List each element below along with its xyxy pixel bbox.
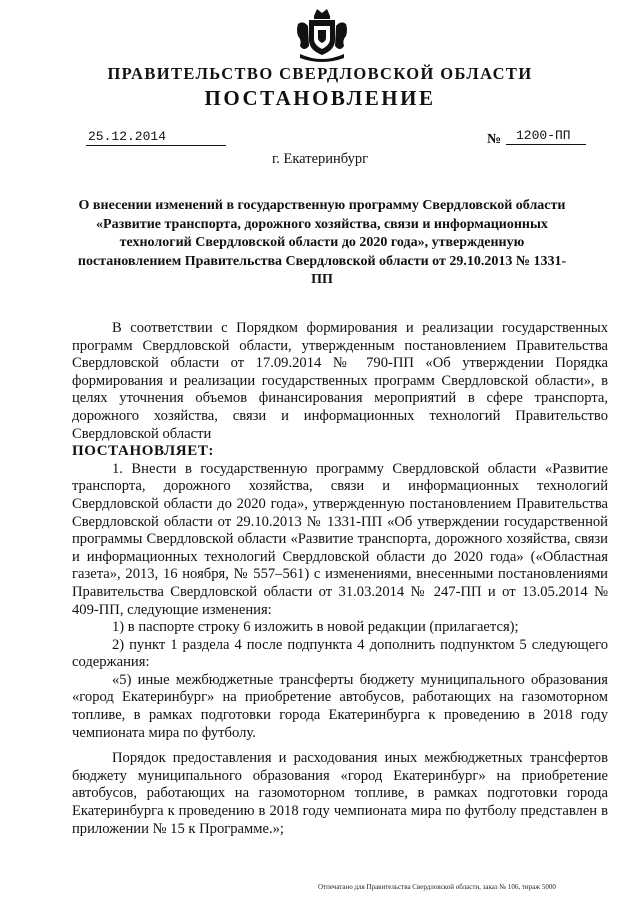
document-body <box>72 320 608 838</box>
quoted-paragraph-1: «5) иные межбюджетные трансферты бюджету муниципального образования «город Екатеринбург» на приобретение автобусов, работающих на газомоторном топливе, в рамках подготовки города Екатеринбурга к проведению в 2018 году чемпионата мира по футболу. <box>72 671 608 741</box>
number-sign: № <box>487 132 502 147</box>
preamble-paragraph: В соответствии с Порядком формирования и реализации государственных программ Свердловской области, утвержденным постановлением Правительства Свердловской области от 17.09.2014 № 790-ПП «Об утверждении Порядка формирования и реализации государственных программ Свердловской области», в целях уточнения объемов финансирования мероприятий в сфере транспорта, дорожного хозяйства, связи и информационных технологий Правительство Свердловской области <box>72 320 608 442</box>
document-city: г. Екатеринбург <box>271 151 369 167</box>
subitem-2-paragraph: 2) пункт 1 раздела 4 после подпункта 4 дополнить подпунктом 5 следующего содержания: <box>72 636 608 671</box>
coat-of-arms-icon <box>294 6 350 66</box>
document-date: 25.12.2014 <box>86 129 226 146</box>
document-type: ПОСТАНОВЛЕНИЕ <box>204 86 436 110</box>
document-number: 1200-ПП <box>506 128 586 145</box>
item-1-paragraph: 1. Внести в государственную программу Свердловской области «Развитие транспорта, дорожного хозяйства, связи и информационных технологий Свердловской области до 2020 года», утвержденную постановлением Правительства Свердловской области от 29.10.2013 № 1331-ПП «Об утверждении государственной программы Свердловской области «Развитие транспорта, дорожного хозяйства, связи и информационных технологий Свердловской области до 2020 года» («Областная газета», 2013, 16 ноября, № 557–561) с изменениями, внесенными постановлениями Правительства Свердловской области от 31.03.2014 № 247-ПП и от 13.05.2014 № 409-ПП, следующие изменения: <box>72 460 608 618</box>
government-title: ПРАВИТЕЛЬСТВО СВЕРДЛОВСКОЙ ОБЛАСТИ <box>107 64 533 83</box>
subitem-1-paragraph: 1) в паспорте строку 6 изложить в новой редакции (прилагается); <box>112 619 519 636</box>
document-heading: О внесении изменений в государственную программу Свердловской области «Развитие транспорта, дорожного хозяйства, связи и информационных технологий Свердловской области до 2020 года», утвержденную постановлением Правительства Свердловской области от 29.10.2013 № 1331-ПП <box>77 198 567 288</box>
print-footer: Отпечатано для Правительства Свердловской области, заказ № 106, тираж 5000 <box>318 883 556 891</box>
quoted-paragraph-2: Порядок предоставления и расходования иных межбюджетных трансфертов бюджету муниципального образования «город Екатеринбург» на приобретение автобусов, работающих на газомоторном топливе, в рамках подготовки города Екатеринбурга к проведению в 2018 году чемпионата мира по футболу представлен в приложении № 15 к Программе.»; <box>72 750 608 837</box>
resolves-heading: ПОСТАНОВЛЯЕТ: <box>72 443 215 460</box>
